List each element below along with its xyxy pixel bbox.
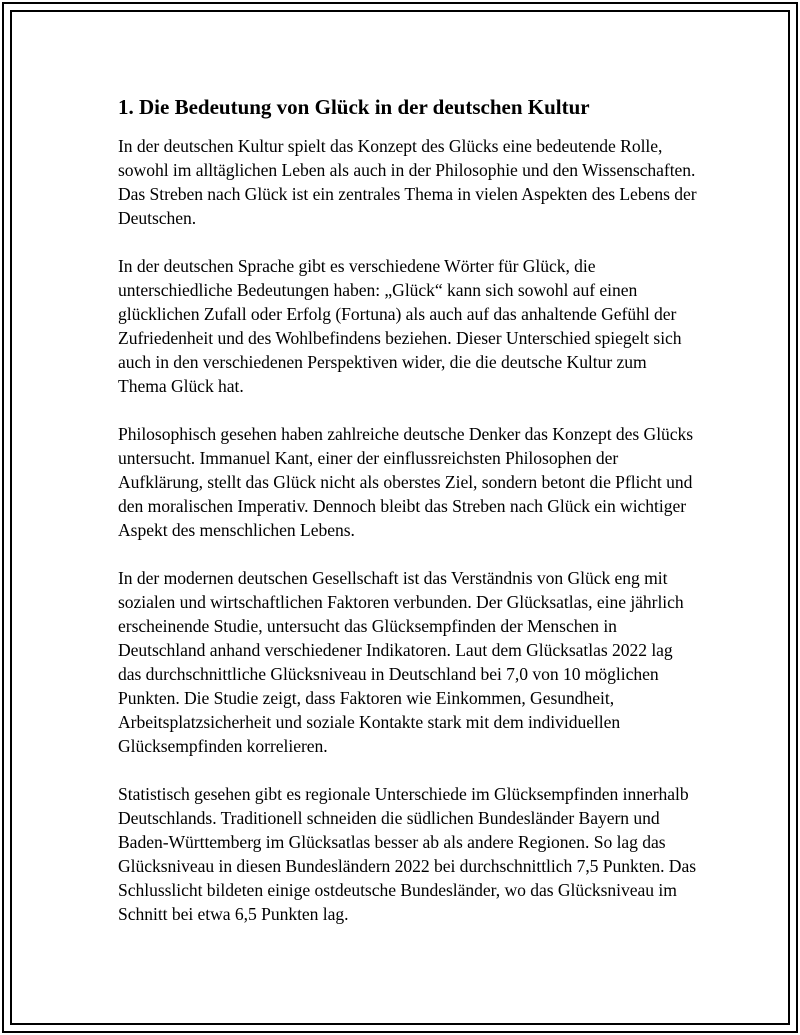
paragraph-regional-statistics: Statistisch gesehen gibt es regionale Unterschiede im Glücksempfinden innerhalb Deutschlands. Traditionell schneiden die südlichen Bundesländer Bayern und Baden-Württemberg im Glücksatlas besser ab als andere Regionen. So lag das Glücksniveau in diesen Bundesländern 2022 bei durchschnittlich 7,5 Punkten. Das Schlusslicht bildeten einige ostdeutsche Bundesländer, wo das Glücksniveau im Schnitt bei etwa 6,5 Punkten lag. <box>118 784 697 924</box>
paragraph-intro: In der deutschen Kultur spielt das Konzept des Glücks eine bedeutende Rolle, sowohl im alltäglichen Leben als auch in der Philosophie und den Wissenschaften. Das Streben nach Glück ist ein zentrales Thema in vielen Aspekten des Lebens der Deutschen. <box>118 136 697 228</box>
paragraph-language: In der deutschen Sprache gibt es verschiedene Wörter für Glück, die unterschiedliche Bedeutungen haben: „Glück“ kann sich sowohl auf einen glücklichen Zufall oder Erfolg (Fortuna) als auch auf das anhaltende Gefühl der Zufriedenheit und des Wohlbefindens beziehen. Dieser Unterschied spiegelt sich auch in den verschiedenen Perspektiven wider, die die deutsche Kultur zum Thema Glück hat. <box>118 256 682 396</box>
paragraph-modern-society: In der modernen deutschen Gesellschaft ist das Verständnis von Glück eng mit sozialen und wirtschaftlichen Faktoren verbunden. Der Glücksatlas, eine jährlich erscheinende Studie, untersucht das Glücksempfinden der Menschen in Deutschland anhand verschiedener Indikatoren. Laut dem Glücksatlas 2022 lag das durchschnittliche Glücksniveau in Deutschland bei 7,0 von 10 möglichen Punkten. Die Studie zeigt, dass Faktoren wie Einkommen, Gesundheit, Arbeitsplatzsicherheit und soziale Kontakte stark mit dem individuellen Glücksempfinden korrelieren. <box>118 568 684 756</box>
document-body <box>118 94 698 950</box>
section-heading: 1. Die Bedeutung von Glück in der deutschen Kultur <box>118 95 590 119</box>
paragraph-philosophy: Philosophisch gesehen haben zahlreiche deutsche Denker das Konzept des Glücks untersucht. Immanuel Kant, einer der einflussreichsten Philosophen der Aufklärung, stellt das Glück nicht als oberstes Ziel, sondern betont die Pflicht und den moralischen Imperativ. Dennoch bleibt das Streben nach Glück ein wichtiger Aspekt des menschlichen Lebens. <box>118 424 694 540</box>
